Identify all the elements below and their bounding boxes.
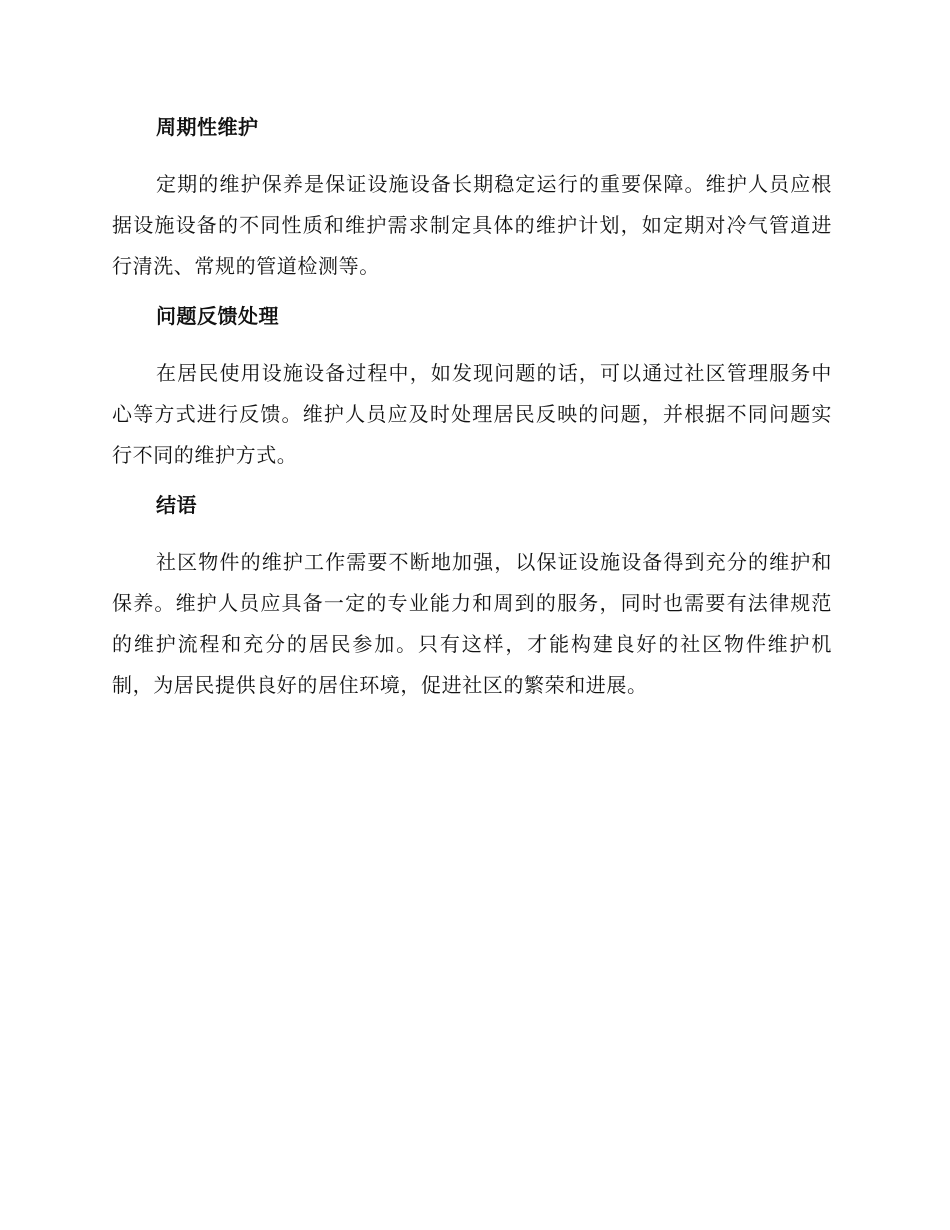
section-conclusion — [112, 491, 832, 706]
section-paragraph: 社区物件的维护工作需要不断地加强，以保证设施设备得到充分的维护和保养。维护人员应具备一定的专业能力和周到的服务，同时也需要有法律规范的维护流程和充分的居民参加。只有这样，才能构建良好的社区物件维护机制，为居民提供良好的居住环境，促进社区的繁荣和进展。 — [112, 550, 832, 697]
section-heading: 问题反馈处理 — [156, 304, 279, 328]
section-heading: 结语 — [156, 493, 197, 517]
section-periodic-maintenance — [112, 113, 832, 287]
section-feedback-handling — [112, 302, 832, 476]
section-paragraph: 定期的维护保养是保证设施设备长期稳定运行的重要保障。维护人员应根据设施设备的不同性质和维护需求制定具体的维护计划，如定期对冷气管道进行清洗、常规的管道检测等。 — [112, 172, 832, 278]
section-heading: 周期性维护 — [156, 115, 259, 139]
document-page — [112, 113, 832, 721]
section-paragraph: 在居民使用设施设备过程中，如发现问题的话，可以通过社区管理服务中心等方式进行反馈。维护人员应及时处理居民反映的问题，并根据不同问题实行不同的维护方式。 — [112, 361, 832, 467]
